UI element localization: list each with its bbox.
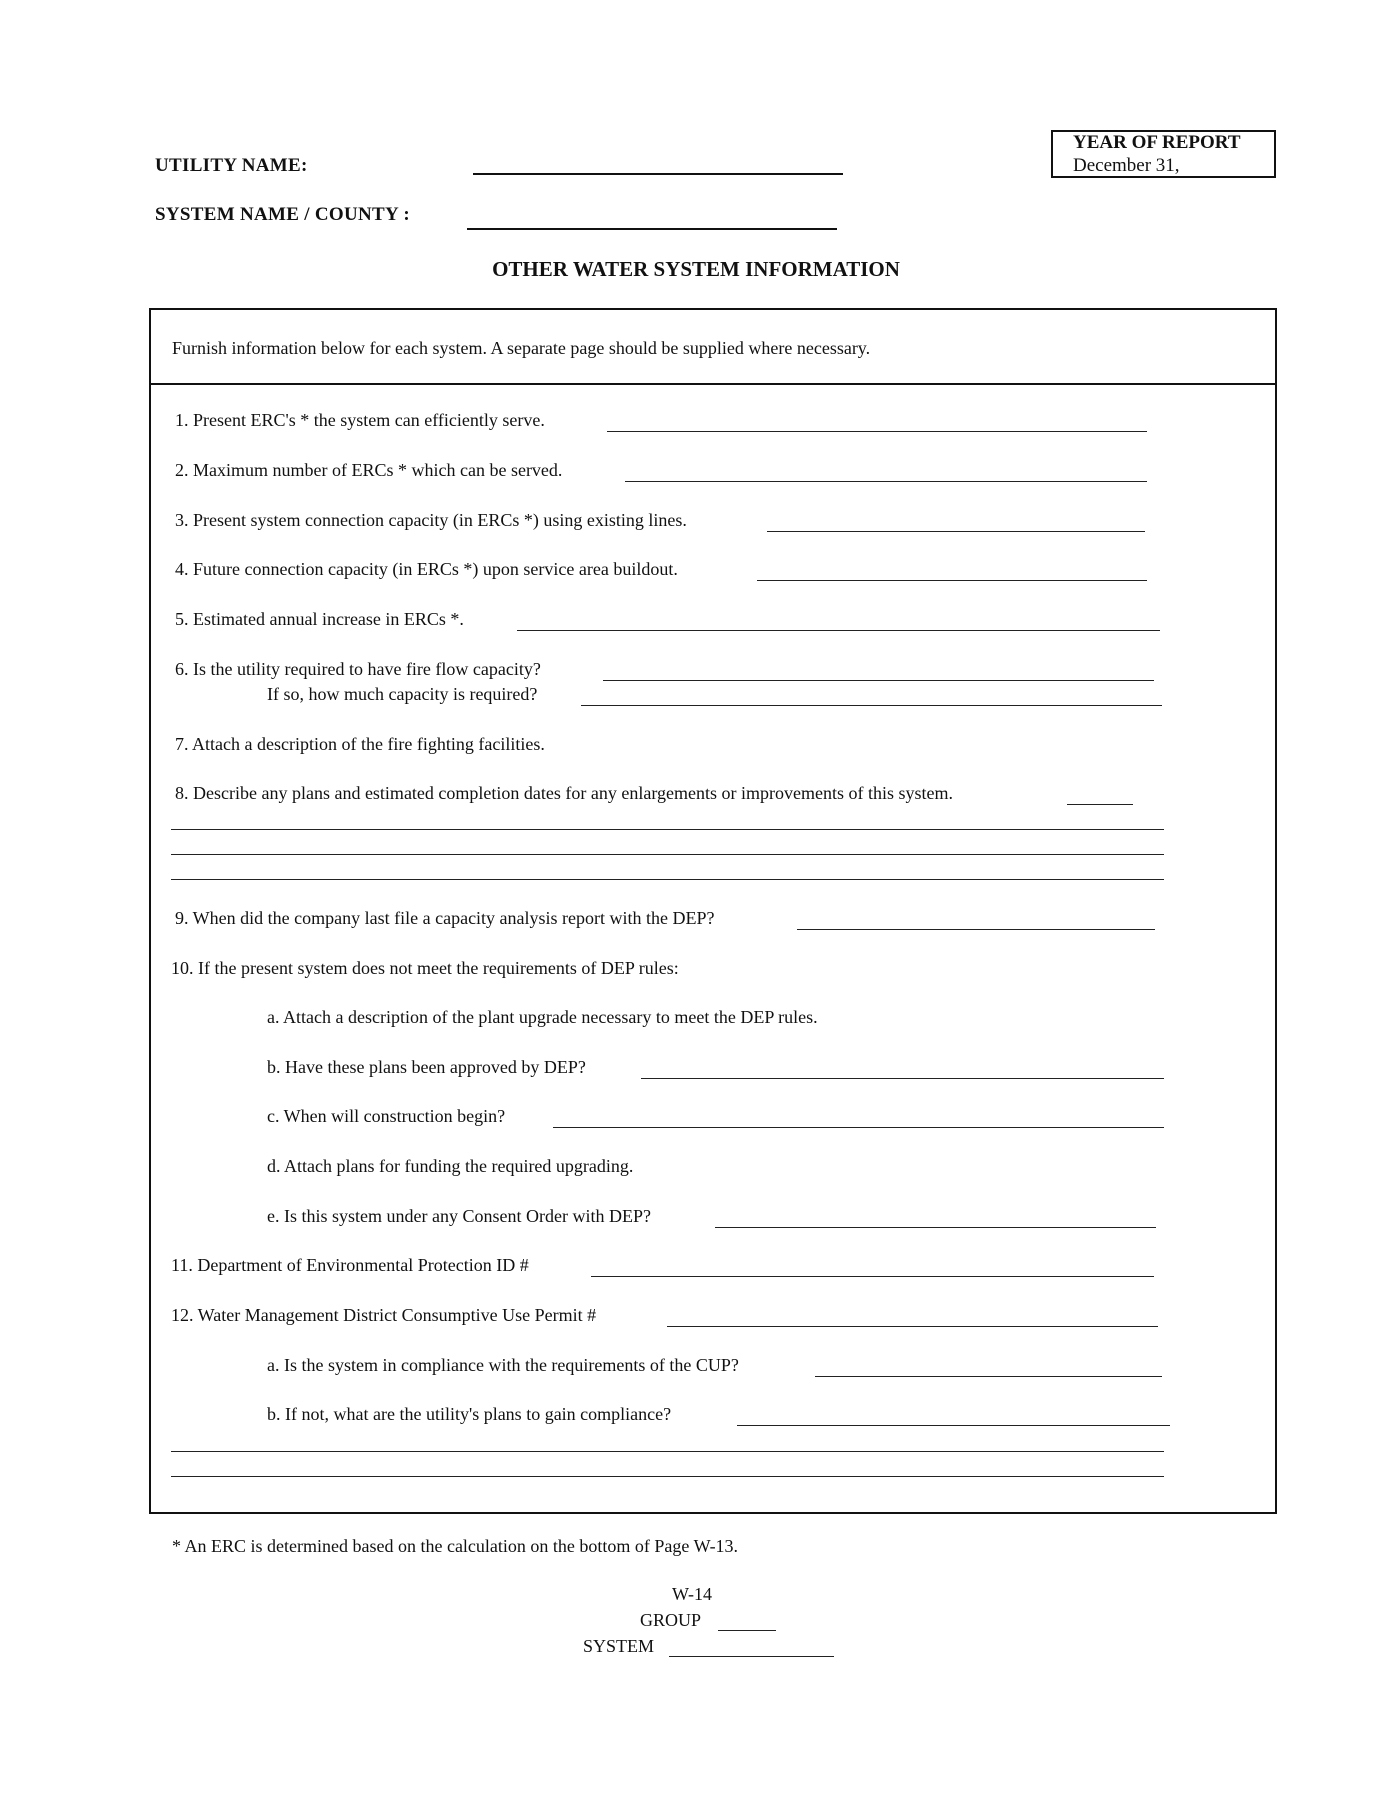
item-3-field[interactable] [767, 531, 1145, 532]
item-12-label: 12. Water Management District Consumptive Use Permit # [171, 1305, 597, 1325]
item-8-line-1[interactable] [171, 829, 1164, 830]
item-12b-field[interactable] [737, 1425, 1170, 1426]
item-8-field[interactable] [1067, 804, 1133, 805]
item-10e-field[interactable] [715, 1227, 1156, 1228]
system-label: SYSTEM [583, 1636, 655, 1656]
item-9-label: 9. When did the company last file a capacity analysis report with the DEP? [175, 908, 715, 928]
year-of-report-title: YEAR OF REPORT [1073, 132, 1241, 153]
system-name-field[interactable] [467, 228, 837, 230]
item-1-label: 1. Present ERC's * the system can efficiently serve. [175, 410, 545, 430]
year-of-report-box [1051, 130, 1276, 178]
item-8-line-2[interactable] [171, 854, 1164, 855]
item-10e-label: e. Is this system under any Consent Order with DEP? [267, 1206, 651, 1226]
system-name-label: SYSTEM NAME / COUNTY : [155, 204, 411, 225]
system-field[interactable] [669, 1656, 834, 1657]
item-2-label: 2. Maximum number of ERCs * which can be served. [175, 460, 563, 480]
item-11-label: 11. Department of Environmental Protection ID # [171, 1255, 529, 1275]
utility-name-label: UTILITY NAME: [155, 155, 308, 176]
group-label: GROUP [640, 1610, 702, 1630]
item-5-label: 5. Estimated annual increase in ERCs *. [175, 609, 464, 629]
group-field[interactable] [718, 1630, 776, 1631]
item-3-label: 3. Present system connection capacity (in ERCs *) using existing lines. [175, 510, 687, 530]
item-6-label: 6. Is the utility required to have fire flow capacity? [175, 659, 541, 679]
item-9-field[interactable] [797, 929, 1155, 930]
page-title: OTHER WATER SYSTEM INFORMATION [492, 257, 900, 281]
item-6-field[interactable] [603, 680, 1154, 681]
item-6-sub-field[interactable] [581, 705, 1162, 706]
item-12b-line-2[interactable] [171, 1476, 1164, 1477]
year-of-report-date: December 31, [1073, 155, 1180, 176]
item-10d-label: d. Attach plans for funding the required upgrading. [267, 1156, 634, 1176]
erc-footnote: * An ERC is determined based on the calculation on the bottom of Page W-13. [172, 1536, 739, 1556]
item-7-label: 7. Attach a description of the fire fighting facilities. [175, 734, 545, 754]
page-id: W-14 [672, 1584, 712, 1604]
item-12a-label: a. Is the system in compliance with the requirements of the CUP? [267, 1355, 739, 1375]
item-10c-field[interactable] [553, 1127, 1164, 1128]
intro-text: Furnish information below for each system. A separate page should be supplied where necessary. [172, 338, 871, 358]
item-10b-label: b. Have these plans been approved by DEP? [267, 1057, 586, 1077]
item-12b-label: b. If not, what are the utility's plans to gain compliance? [267, 1404, 672, 1424]
item-5-field[interactable] [517, 630, 1160, 631]
item-8-label: 8. Describe any plans and estimated completion dates for any enlargements or improvements of this system. [175, 783, 953, 803]
item-10b-field[interactable] [641, 1078, 1164, 1079]
item-4-field[interactable] [757, 580, 1147, 581]
item-12-field[interactable] [667, 1326, 1158, 1327]
item-12b-line-1[interactable] [171, 1451, 1164, 1452]
item-10-label: 10. If the present system does not meet the requirements of DEP rules: [171, 958, 679, 978]
item-2-field[interactable] [625, 481, 1147, 482]
frame-divider [149, 383, 1277, 385]
item-1-field[interactable] [607, 431, 1147, 432]
item-6-sub-label: If so, how much capacity is required? [267, 684, 538, 704]
utility-name-field[interactable] [473, 173, 843, 175]
item-4-label: 4. Future connection capacity (in ERCs *) upon service area buildout. [175, 559, 678, 579]
item-10a-label: a. Attach a description of the plant upgrade necessary to meet the DEP rules. [267, 1007, 818, 1027]
item-8-line-3[interactable] [171, 879, 1164, 880]
item-12a-field[interactable] [815, 1376, 1162, 1377]
item-10c-label: c. When will construction begin? [267, 1106, 506, 1126]
item-11-field[interactable] [591, 1276, 1154, 1277]
